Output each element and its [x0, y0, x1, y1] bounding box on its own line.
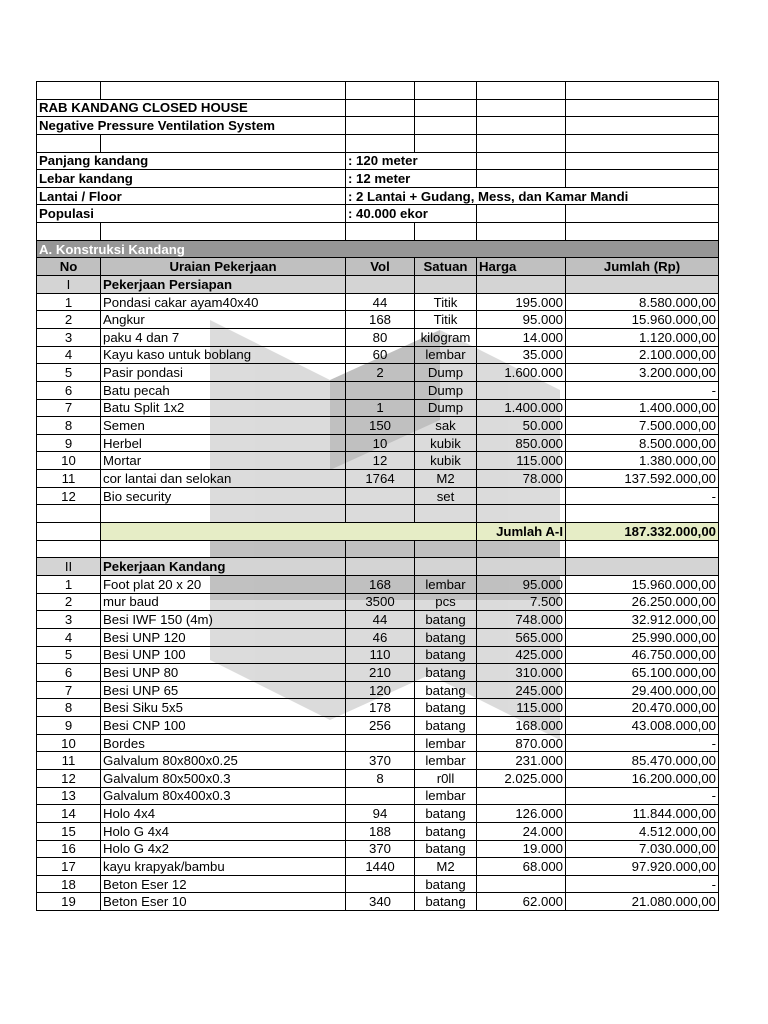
title-row	[37, 99, 719, 117]
row-number: 10	[37, 452, 101, 470]
row-number: 9	[37, 434, 101, 452]
table-row	[37, 328, 719, 346]
row-number: 17	[37, 858, 101, 876]
row-unit: Dump	[415, 381, 477, 399]
row-number: 2	[37, 311, 101, 329]
table-row	[37, 628, 719, 646]
row-price: 50.000	[477, 417, 566, 435]
row-volume	[346, 787, 415, 805]
table-row	[37, 717, 719, 735]
table-row	[37, 417, 719, 435]
row-description: Holo 4x4	[101, 805, 346, 823]
row-number: 19	[37, 893, 101, 911]
row-unit: lembar	[415, 787, 477, 805]
row-total: -	[566, 381, 719, 399]
col-header-price: Harga	[477, 258, 566, 276]
row-volume: 10	[346, 434, 415, 452]
row-volume: 178	[346, 699, 415, 717]
row-unit: batang	[415, 664, 477, 682]
row-unit: set	[415, 487, 477, 505]
row-price: 565.000	[477, 628, 566, 646]
row-total: 21.080.000,00	[566, 893, 719, 911]
row-unit: batang	[415, 611, 477, 629]
row-number: 3	[37, 611, 101, 629]
table-row	[37, 646, 719, 664]
subtotal-row	[37, 523, 719, 541]
row-unit: Titik	[415, 311, 477, 329]
info-row	[37, 170, 719, 188]
row-number: 4	[37, 346, 101, 364]
row-description: Besi IWF 150 (4m)	[101, 611, 346, 629]
sheet-title: RAB KANDANG CLOSED HOUSE	[37, 99, 346, 117]
group-header-row	[37, 558, 719, 576]
row-volume	[346, 487, 415, 505]
row-volume: 150	[346, 417, 415, 435]
group-title: Pekerjaan Persiapan	[101, 276, 346, 294]
row-total: 15.960.000,00	[566, 575, 719, 593]
row-total: 8.500.000,00	[566, 434, 719, 452]
row-number: 8	[37, 699, 101, 717]
row-total: 43.008.000,00	[566, 717, 719, 735]
info-value: : 2 Lantai + Gudang, Mess, dan Kamar Mandi	[346, 187, 719, 205]
row-description: Bio security	[101, 487, 346, 505]
row-description: Bordes	[101, 734, 346, 752]
row-unit: lembar	[415, 734, 477, 752]
col-header-no: No	[37, 258, 101, 276]
row-unit: kubik	[415, 434, 477, 452]
row-volume: 340	[346, 893, 415, 911]
info-row	[37, 187, 719, 205]
row-number: 5	[37, 646, 101, 664]
table-row	[37, 470, 719, 488]
table-row	[37, 840, 719, 858]
group-number: II	[37, 558, 101, 576]
row-volume: 110	[346, 646, 415, 664]
row-number: 12	[37, 487, 101, 505]
group-number: I	[37, 276, 101, 294]
row-volume: 256	[346, 717, 415, 735]
row-volume: 1764	[346, 470, 415, 488]
row-price: 1.600.000	[477, 364, 566, 382]
row-number: 14	[37, 805, 101, 823]
row-volume: 120	[346, 681, 415, 699]
row-number: 2	[37, 593, 101, 611]
row-number: 1	[37, 293, 101, 311]
row-description: Batu Split 1x2	[101, 399, 346, 417]
table-row	[37, 858, 719, 876]
row-price: 68.000	[477, 858, 566, 876]
row-price: 870.000	[477, 734, 566, 752]
row-price: 35.000	[477, 346, 566, 364]
rab-sheet	[36, 81, 719, 911]
empty-row	[37, 82, 719, 100]
row-volume: 2	[346, 364, 415, 382]
row-unit: r0ll	[415, 769, 477, 787]
row-description: Pasir pondasi	[101, 364, 346, 382]
row-description: Besi UNP 65	[101, 681, 346, 699]
row-description: Galvalum 80x400x0.3	[101, 787, 346, 805]
row-volume	[346, 734, 415, 752]
subtotal-value: 187.332.000,00	[566, 523, 719, 541]
table-row	[37, 399, 719, 417]
row-number: 9	[37, 717, 101, 735]
row-total: 2.100.000,00	[566, 346, 719, 364]
row-total: 85.470.000,00	[566, 752, 719, 770]
row-volume: 8	[346, 769, 415, 787]
row-description: Beton Eser 12	[101, 875, 346, 893]
row-unit: M2	[415, 858, 477, 876]
info-row	[37, 205, 719, 223]
row-description: Besi UNP 120	[101, 628, 346, 646]
row-total: 16.200.000,00	[566, 769, 719, 787]
row-unit: batang	[415, 875, 477, 893]
row-unit: batang	[415, 840, 477, 858]
row-total: 97.920.000,00	[566, 858, 719, 876]
row-total: 1.400.000,00	[566, 399, 719, 417]
info-label: Panjang kandang	[37, 152, 346, 170]
row-price: 850.000	[477, 434, 566, 452]
row-number: 3	[37, 328, 101, 346]
empty-row	[37, 505, 719, 523]
row-total: 46.750.000,00	[566, 646, 719, 664]
row-total: -	[566, 875, 719, 893]
row-total: -	[566, 787, 719, 805]
row-total: 25.990.000,00	[566, 628, 719, 646]
row-price: 19.000	[477, 840, 566, 858]
info-label: Lebar kandang	[37, 170, 346, 188]
row-price: 14.000	[477, 328, 566, 346]
row-total: 7.500.000,00	[566, 417, 719, 435]
row-unit: sak	[415, 417, 477, 435]
row-unit: kilogram	[415, 328, 477, 346]
row-total: 11.844.000,00	[566, 805, 719, 823]
subtitle-row	[37, 117, 719, 135]
info-label: Populasi	[37, 205, 346, 223]
row-unit: batang	[415, 893, 477, 911]
row-volume: 44	[346, 611, 415, 629]
row-unit: lembar	[415, 346, 477, 364]
row-total: 32.912.000,00	[566, 611, 719, 629]
row-unit: Titik	[415, 293, 477, 311]
row-description: Beton Eser 10	[101, 893, 346, 911]
row-number: 6	[37, 381, 101, 399]
row-description: Besi UNP 100	[101, 646, 346, 664]
row-number: 18	[37, 875, 101, 893]
row-price: 24.000	[477, 822, 566, 840]
table-row	[37, 293, 719, 311]
row-description: Besi UNP 80	[101, 664, 346, 682]
row-volume: 370	[346, 752, 415, 770]
row-number: 4	[37, 628, 101, 646]
row-volume	[346, 875, 415, 893]
row-total: 4.512.000,00	[566, 822, 719, 840]
row-description: Mortar	[101, 452, 346, 470]
row-price	[477, 875, 566, 893]
row-total: -	[566, 487, 719, 505]
row-price	[477, 381, 566, 399]
row-price: 95.000	[477, 575, 566, 593]
table-row	[37, 699, 719, 717]
row-number: 6	[37, 664, 101, 682]
row-price: 231.000	[477, 752, 566, 770]
row-price: 168.000	[477, 717, 566, 735]
row-description: Pondasi cakar ayam40x40	[101, 293, 346, 311]
row-volume: 60	[346, 346, 415, 364]
row-description: Foot plat 20 x 20	[101, 575, 346, 593]
empty-row	[37, 223, 719, 241]
info-value: : 12 meter	[346, 170, 477, 188]
row-price: 78.000	[477, 470, 566, 488]
row-total: 20.470.000,00	[566, 699, 719, 717]
section-title: A. Konstruksi Kandang	[37, 240, 719, 258]
row-number: 15	[37, 822, 101, 840]
row-unit: batang	[415, 699, 477, 717]
row-description: Holo G 4x2	[101, 840, 346, 858]
column-header-row	[37, 258, 719, 276]
row-unit: batang	[415, 822, 477, 840]
table-row	[37, 434, 719, 452]
row-number: 5	[37, 364, 101, 382]
row-volume: 3500	[346, 593, 415, 611]
subtotal-label: Jumlah A-I	[477, 523, 566, 541]
group-header-row	[37, 276, 719, 294]
row-price: 310.000	[477, 664, 566, 682]
row-volume: 44	[346, 293, 415, 311]
row-description: Angkur	[101, 311, 346, 329]
row-volume: 188	[346, 822, 415, 840]
row-description: Herbel	[101, 434, 346, 452]
row-volume	[346, 381, 415, 399]
row-number: 11	[37, 470, 101, 488]
row-unit: batang	[415, 717, 477, 735]
col-header-unit: Satuan	[415, 258, 477, 276]
row-total: -	[566, 734, 719, 752]
table-row	[37, 381, 719, 399]
row-total: 137.592.000,00	[566, 470, 719, 488]
sheet-subtitle: Negative Pressure Ventilation System	[37, 117, 346, 135]
col-header-description: Uraian Pekerjaan	[101, 258, 346, 276]
empty-row	[37, 540, 719, 558]
row-volume: 46	[346, 628, 415, 646]
col-header-total: Jumlah (Rp)	[566, 258, 719, 276]
row-description: Holo G 4x4	[101, 822, 346, 840]
table-row	[37, 805, 719, 823]
row-volume: 168	[346, 575, 415, 593]
row-unit: lembar	[415, 752, 477, 770]
row-total: 3.200.000,00	[566, 364, 719, 382]
col-header-vol: Vol	[346, 258, 415, 276]
row-unit: lembar	[415, 575, 477, 593]
table-row	[37, 893, 719, 911]
table-row	[37, 452, 719, 470]
row-unit: kubik	[415, 452, 477, 470]
row-price: 126.000	[477, 805, 566, 823]
table-row	[37, 875, 719, 893]
row-number: 1	[37, 575, 101, 593]
row-number: 16	[37, 840, 101, 858]
table-row	[37, 364, 719, 382]
row-number: 13	[37, 787, 101, 805]
table-row	[37, 575, 719, 593]
row-volume: 210	[346, 664, 415, 682]
row-unit: Dump	[415, 364, 477, 382]
row-price: 425.000	[477, 646, 566, 664]
row-description: mur baud	[101, 593, 346, 611]
row-total: 26.250.000,00	[566, 593, 719, 611]
table-row	[37, 787, 719, 805]
row-unit: M2	[415, 470, 477, 488]
row-total: 1.120.000,00	[566, 328, 719, 346]
row-total: 8.580.000,00	[566, 293, 719, 311]
row-price: 115.000	[477, 699, 566, 717]
row-total: 1.380.000,00	[566, 452, 719, 470]
info-row	[37, 152, 719, 170]
row-description: Besi Siku 5x5	[101, 699, 346, 717]
row-description: Semen	[101, 417, 346, 435]
row-unit: batang	[415, 681, 477, 699]
table-row	[37, 311, 719, 329]
table-row	[37, 752, 719, 770]
table-row	[37, 769, 719, 787]
row-price: 245.000	[477, 681, 566, 699]
row-number: 10	[37, 734, 101, 752]
row-price: 748.000	[477, 611, 566, 629]
row-unit: batang	[415, 646, 477, 664]
row-number: 7	[37, 681, 101, 699]
row-description: Galvalum 80x800x0.25	[101, 752, 346, 770]
row-description: cor lantai dan selokan	[101, 470, 346, 488]
info-label: Lantai / Floor	[37, 187, 346, 205]
row-unit: pcs	[415, 593, 477, 611]
row-unit: batang	[415, 628, 477, 646]
row-unit: batang	[415, 805, 477, 823]
table-row	[37, 593, 719, 611]
row-volume: 370	[346, 840, 415, 858]
row-total: 15.960.000,00	[566, 311, 719, 329]
row-price: 2.025.000	[477, 769, 566, 787]
row-price: 7.500	[477, 593, 566, 611]
row-volume: 12	[346, 452, 415, 470]
row-volume: 94	[346, 805, 415, 823]
row-total: 65.100.000,00	[566, 664, 719, 682]
row-description: Besi CNP 100	[101, 717, 346, 735]
row-price: 95.000	[477, 311, 566, 329]
row-number: 7	[37, 399, 101, 417]
row-price: 195.000	[477, 293, 566, 311]
row-number: 11	[37, 752, 101, 770]
info-value: : 120 meter	[346, 152, 477, 170]
table-row	[37, 346, 719, 364]
row-price: 115.000	[477, 452, 566, 470]
table-row	[37, 611, 719, 629]
row-unit: Dump	[415, 399, 477, 417]
row-volume: 168	[346, 311, 415, 329]
row-description: Kayu kaso untuk boblang	[101, 346, 346, 364]
row-description: paku 4 dan 7	[101, 328, 346, 346]
row-price: 62.000	[477, 893, 566, 911]
row-price	[477, 787, 566, 805]
table-row	[37, 734, 719, 752]
row-price: 1.400.000	[477, 399, 566, 417]
row-description: Batu pecah	[101, 381, 346, 399]
section-header-row	[37, 240, 719, 258]
table-row	[37, 822, 719, 840]
row-number: 12	[37, 769, 101, 787]
row-volume: 1	[346, 399, 415, 417]
row-number: 8	[37, 417, 101, 435]
row-description: Galvalum 80x500x0.3	[101, 769, 346, 787]
row-volume: 80	[346, 328, 415, 346]
row-total: 7.030.000,00	[566, 840, 719, 858]
group-title: Pekerjaan Kandang	[101, 558, 346, 576]
table-row	[37, 487, 719, 505]
info-value: : 40.000 ekor	[346, 205, 477, 223]
row-price	[477, 487, 566, 505]
row-volume: 1440	[346, 858, 415, 876]
row-description: kayu krapyak/bambu	[101, 858, 346, 876]
row-total: 29.400.000,00	[566, 681, 719, 699]
table-row	[37, 664, 719, 682]
empty-row	[37, 134, 719, 152]
table-row	[37, 681, 719, 699]
